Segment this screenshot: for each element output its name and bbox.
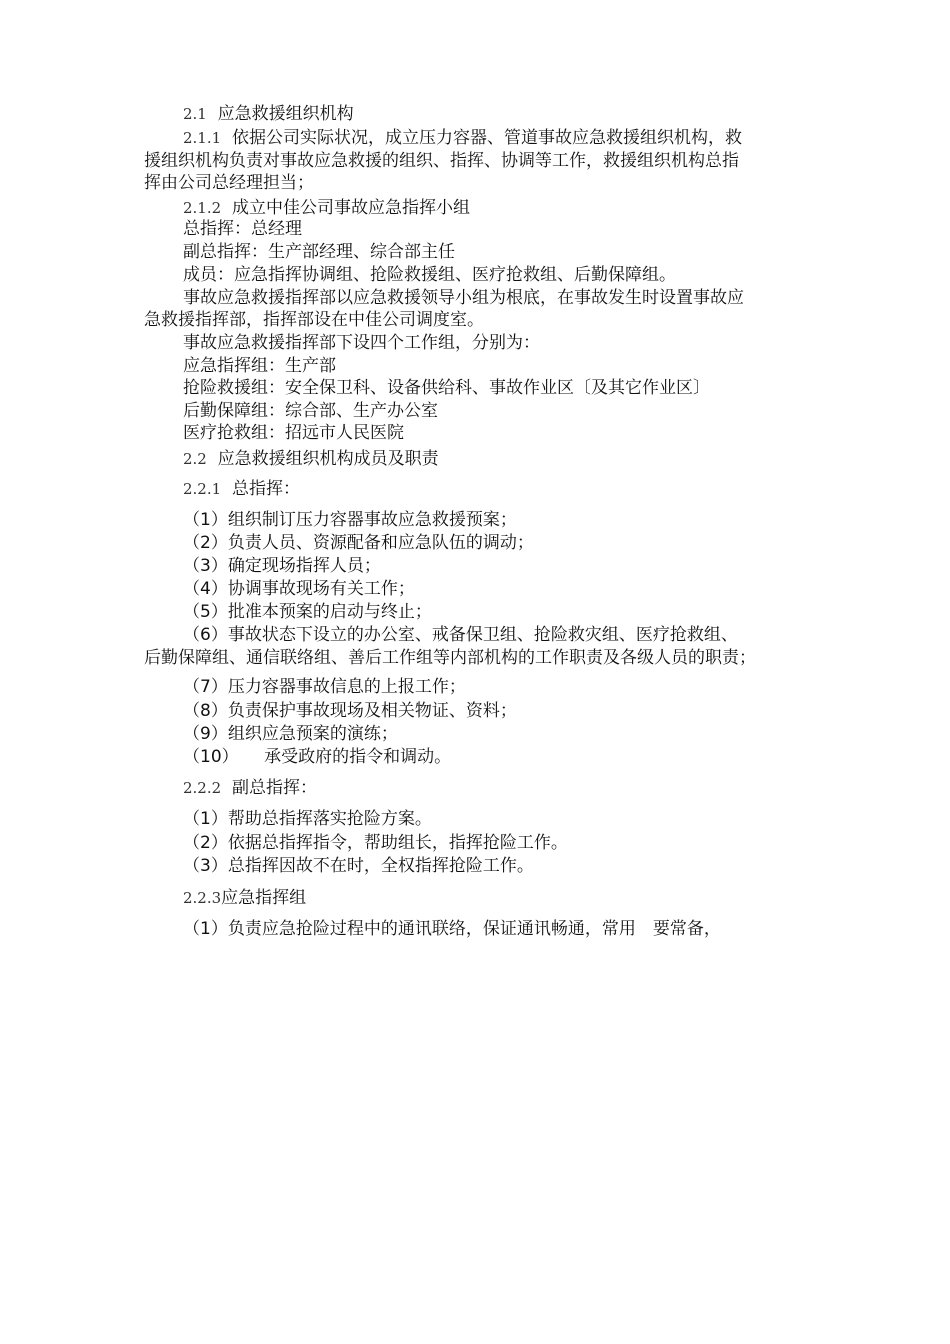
deputy-duty-2: （2）依据总指挥指令，帮助组长，指挥抢险工作。 <box>183 833 568 853</box>
working-groups-intro: 事故应急救援指挥部下设四个工作组，分别为： <box>183 333 540 353</box>
commander-duty-7: （7）压力容器事故信息的上报工作； <box>183 677 466 697</box>
deputy-duty-3: （3）总指挥因故不在时，全权指挥抢险工作。 <box>183 856 534 876</box>
section-title: 应急指挥组 <box>221 888 307 908</box>
section-number: 2.1.2 <box>183 199 222 217</box>
commander-duty-4: （4）协调事故现场有关工作； <box>183 579 415 599</box>
section-heading-2-2-1 <box>183 478 300 500</box>
commander-duty-8: （8）负责保护事故现场及相关物证、资料； <box>183 701 517 721</box>
paragraph-2-1-1-line-3: 挥由公司总经理担当； <box>144 173 314 193</box>
section-heading-2-2-3 <box>183 887 306 909</box>
members-line: 成员：应急指挥协调组、抢险救援组、医疗抢救组、后勤保障组。 <box>183 265 676 285</box>
section-number: 2.2.1 <box>183 480 222 498</box>
section-title: 应急救援组织机构 <box>217 104 354 124</box>
section-title: 应急救援组织机构成员及职责 <box>217 449 439 469</box>
commander-duty-6-line-1: （6）事故状态下设立的办公室、戒备保卫组、抢险救灾组、医疗抢救组、 <box>183 625 738 645</box>
group-rescue: 抢险救援组：安全保卫科、设备供给科、事故作业区〔及其它作业区〕 <box>183 378 710 398</box>
commander-line: 总指挥：总经理 <box>183 219 302 239</box>
section-title: 成立中佳公司事故应急指挥小组 <box>231 198 470 218</box>
section-number: 2.2 <box>183 450 207 468</box>
commander-duty-3: （3）确定现场指挥人员； <box>183 556 381 576</box>
section-heading-2-1 <box>183 103 354 125</box>
section-number: 2.2.3 <box>183 889 222 907</box>
deputy-commander-line: 副总指挥：生产部经理、综合部主任 <box>183 242 455 262</box>
commander-duty-5: （5）批准本预案的启动与终止； <box>183 602 432 622</box>
section-title: 总指挥： <box>231 479 300 499</box>
commander-duty-2: （2）负责人员、资源配备和应急队伍的调动； <box>183 533 534 553</box>
paragraph-2-1-1-line-2: 援组织机构负责对事故应急救援的组织、指挥、协调等工作，救援组织机构总指 <box>144 151 739 171</box>
section-heading-2-2 <box>183 448 439 470</box>
paragraph-2-1-1-line-1 <box>183 127 742 149</box>
group-medical: 医疗抢救组：招远市人民医院 <box>183 423 404 443</box>
commander-duty-10: （10） 承受政府的指令和调动。 <box>183 747 452 767</box>
headquarters-paragraph-line-2: 急救援指挥部，指挥部设在中佳公司调度室。 <box>144 310 484 330</box>
section-number: 2.1 <box>183 105 207 123</box>
commander-duty-6-line-2: 后勤保障组、通信联络组、善后工作组等内部机构的工作职责及各级人员的职责； <box>144 648 756 668</box>
group-emergency-command: 应急指挥组：生产部 <box>183 356 336 376</box>
group-logistics: 后勤保障组：综合部、生产办公室 <box>183 401 438 421</box>
section-heading-2-1-2 <box>183 197 470 219</box>
section-title: 副总指挥： <box>231 778 317 798</box>
section-number: 2.2.2 <box>183 779 222 797</box>
paragraph-text: 依据公司实际状况，成立压力容器、管道事故应急救援组织机构，救 <box>231 128 742 148</box>
command-group-duty-1: （1）负责应急抢险过程中的通讯联络，保证通讯畅通，常用 要常备， <box>183 919 721 939</box>
headquarters-paragraph-line-1: 事故应急救援指挥部以应急救援领导小组为根底，在事故发生时设置事故应 <box>183 288 744 308</box>
section-number: 2.1.1 <box>183 129 222 147</box>
section-heading-2-2-2 <box>183 777 317 799</box>
commander-duty-1: （1）组织制订压力容器事故应急救援预案； <box>183 510 517 530</box>
deputy-duty-1: （1）帮助总指挥落实抢险方案。 <box>183 809 432 829</box>
commander-duty-9: （9）组织应急预案的演练； <box>183 724 398 744</box>
